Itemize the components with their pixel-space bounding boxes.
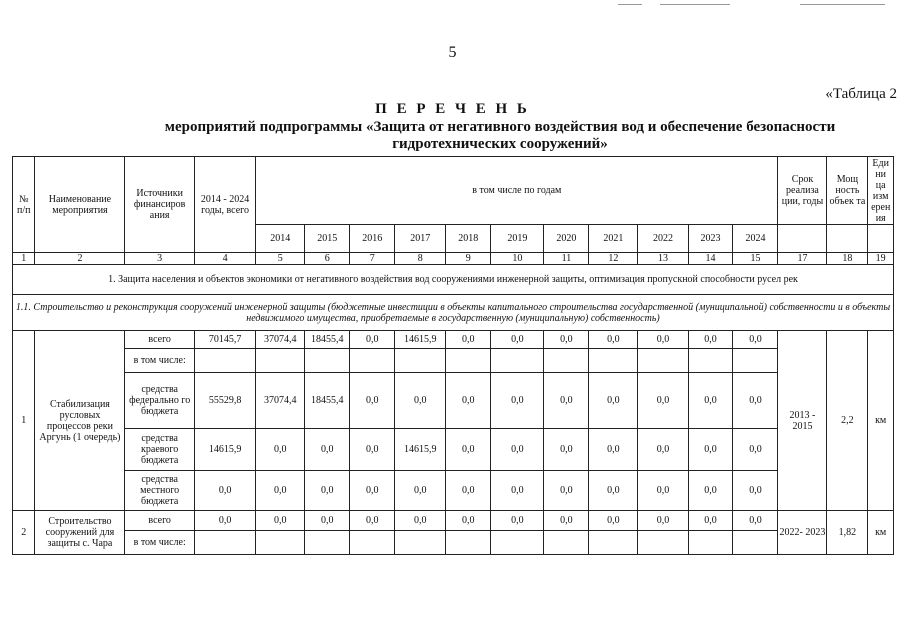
- item-capacity: 2,2: [827, 331, 868, 511]
- header-total: 2014 - 2024 годы, всего: [194, 157, 255, 253]
- value-cell: 0,0: [733, 511, 778, 531]
- value-cell: [350, 531, 395, 555]
- value-cell: [733, 349, 778, 373]
- year-header: 2022: [638, 225, 688, 253]
- value-cell: 37074,4: [256, 331, 305, 349]
- value-cell: 0,0: [446, 471, 491, 511]
- value-cell: 0,0: [589, 331, 638, 349]
- column-number: 7: [350, 253, 395, 265]
- measures-table: [12, 156, 894, 555]
- year-header: 2015: [305, 225, 350, 253]
- value-cell: 0,0: [733, 471, 778, 511]
- value-cell: 0,0: [491, 471, 544, 511]
- section-row: [13, 265, 894, 295]
- value-cell: [638, 531, 688, 555]
- value-cell: 0,0: [491, 429, 544, 471]
- table-row: [13, 349, 894, 373]
- value-cell: [688, 349, 733, 373]
- subsection-heading: 1.1. Строительство и реконструкция сооружений инженерной защиты (бюджетные инвестиции в объекты капитального строительства государственной (муниципальной) собственности и в объекты недвижимого имущества, приобретаемые в государственную (муниципальную) собственность): [13, 295, 894, 331]
- value-cell: 0,0: [350, 511, 395, 531]
- column-number: 1: [13, 253, 35, 265]
- value-cell: [305, 349, 350, 373]
- item-unit: км: [868, 511, 894, 555]
- source-cell: в том числе:: [125, 349, 194, 373]
- scan-edge-line: [660, 4, 730, 5]
- item-unit: км: [868, 331, 894, 511]
- value-cell: [638, 349, 688, 373]
- empty-cell: [778, 225, 827, 253]
- column-number: 18: [827, 253, 868, 265]
- value-cell: 55529,8: [194, 373, 255, 429]
- value-cell: 0,0: [544, 429, 589, 471]
- value-cell: 0,0: [256, 429, 305, 471]
- value-cell: 14615,9: [395, 331, 446, 349]
- value-cell: 0,0: [688, 471, 733, 511]
- column-number: 4: [194, 253, 255, 265]
- value-cell: 0,0: [350, 471, 395, 511]
- value-cell: 0,0: [446, 331, 491, 349]
- value-cell: 0,0: [350, 429, 395, 471]
- value-cell: 70145,7: [194, 331, 255, 349]
- column-number: 2: [35, 253, 125, 265]
- value-cell: 0,0: [589, 511, 638, 531]
- source-cell: средства краевого бюджета: [125, 429, 194, 471]
- value-cell: 0,0: [544, 511, 589, 531]
- value-cell: 0,0: [688, 429, 733, 471]
- value-cell: 0,0: [446, 429, 491, 471]
- source-cell: всего: [125, 511, 194, 531]
- table-row: [13, 373, 894, 429]
- value-cell: [305, 531, 350, 555]
- value-cell: 14615,9: [194, 429, 255, 471]
- value-cell: 0,0: [544, 471, 589, 511]
- value-cell: [194, 531, 255, 555]
- value-cell: [256, 349, 305, 373]
- header-row: [13, 157, 894, 225]
- year-header: 2014: [256, 225, 305, 253]
- document-title: П Е Р Е Ч Е Н Ь: [375, 101, 530, 117]
- header-term: Срок реализа ции, годы: [778, 157, 827, 225]
- value-cell: [350, 349, 395, 373]
- value-cell: 0,0: [305, 511, 350, 531]
- value-cell: 0,0: [688, 373, 733, 429]
- subsection-row: [13, 295, 894, 331]
- value-cell: [589, 349, 638, 373]
- column-number: 15: [733, 253, 778, 265]
- value-cell: [544, 531, 589, 555]
- section-heading: 1. Защита населения и объектов экономики от негативного воздействия вод сооружениями инженерной защиты, оптимизация пропускной способности русел рек: [13, 265, 894, 295]
- table-row: [13, 471, 894, 511]
- item-term: 2022- 2023: [778, 511, 827, 555]
- value-cell: [446, 531, 491, 555]
- value-cell: [544, 349, 589, 373]
- column-number: 5: [256, 253, 305, 265]
- value-cell: 0,0: [194, 511, 255, 531]
- column-number: 13: [638, 253, 688, 265]
- header-by-years: в том числе по годам: [256, 157, 778, 225]
- item-number: 1: [13, 331, 35, 511]
- value-cell: 0,0: [688, 511, 733, 531]
- value-cell: 0,0: [638, 471, 688, 511]
- year-header: 2019: [491, 225, 544, 253]
- table-row: [13, 331, 894, 349]
- year-header: 2020: [544, 225, 589, 253]
- table-row: [13, 429, 894, 471]
- table-row: [13, 531, 894, 555]
- value-cell: [688, 531, 733, 555]
- header-source: Источники финансиров ания: [125, 157, 194, 253]
- year-header: 2021: [589, 225, 638, 253]
- value-cell: 0,0: [350, 373, 395, 429]
- value-cell: 0,0: [544, 373, 589, 429]
- year-header: 2023: [688, 225, 733, 253]
- value-cell: 0,0: [544, 331, 589, 349]
- item-name: Стабилизация русловых процессов реки Аргунь (1 очередь): [35, 331, 125, 511]
- column-number: 6: [305, 253, 350, 265]
- column-number-row: [13, 253, 894, 265]
- table-row: [13, 511, 894, 531]
- header-unit: Еди ни ца изм ерен ия: [868, 157, 894, 225]
- value-cell: 0,0: [638, 429, 688, 471]
- column-number: 10: [491, 253, 544, 265]
- value-cell: [395, 531, 446, 555]
- source-cell: средства федерально го бюджета: [125, 373, 194, 429]
- value-cell: 0,0: [733, 331, 778, 349]
- header-name: Наименование мероприятия: [35, 157, 125, 253]
- item-term: 2013 - 2015: [778, 331, 827, 511]
- value-cell: 0,0: [638, 331, 688, 349]
- value-cell: [256, 531, 305, 555]
- value-cell: 0,0: [589, 373, 638, 429]
- year-header: 2018: [446, 225, 491, 253]
- value-cell: 0,0: [256, 471, 305, 511]
- value-cell: 0,0: [446, 373, 491, 429]
- value-cell: 0,0: [589, 471, 638, 511]
- page-number: 5: [448, 44, 457, 61]
- column-number: 8: [395, 253, 446, 265]
- value-cell: 0,0: [194, 471, 255, 511]
- source-cell: всего: [125, 331, 194, 349]
- value-cell: 37074,4: [256, 373, 305, 429]
- empty-cell: [868, 225, 894, 253]
- value-cell: 0,0: [638, 511, 688, 531]
- column-number: 11: [544, 253, 589, 265]
- column-number: 3: [125, 253, 194, 265]
- value-cell: [491, 531, 544, 555]
- value-cell: 0,0: [638, 373, 688, 429]
- value-cell: [491, 349, 544, 373]
- column-number: 17: [778, 253, 827, 265]
- scan-edge-line: [618, 4, 642, 5]
- document-subtitle: мероприятий подпрограммы «Защита от негативного воздействия вод и обеспечение безопасности гидротехнических сооружений»: [164, 119, 836, 152]
- table-reference: «Таблица 2: [825, 86, 897, 102]
- header-capacity: Мощ ность объек та: [827, 157, 868, 225]
- empty-cell: [827, 225, 868, 253]
- value-cell: [395, 349, 446, 373]
- value-cell: 0,0: [589, 429, 638, 471]
- value-cell: [446, 349, 491, 373]
- value-cell: 0,0: [688, 331, 733, 349]
- value-cell: 0,0: [395, 471, 446, 511]
- value-cell: 0,0: [733, 373, 778, 429]
- value-cell: [194, 349, 255, 373]
- item-name: Строительство сооружений для защиты с. Чара: [35, 511, 125, 555]
- value-cell: 0,0: [491, 373, 544, 429]
- header-no: № п/п: [13, 157, 35, 253]
- year-header: 2016: [350, 225, 395, 253]
- value-cell: 0,0: [395, 373, 446, 429]
- item-capacity: 1,82: [827, 511, 868, 555]
- column-number: 12: [589, 253, 638, 265]
- value-cell: 14615,9: [395, 429, 446, 471]
- source-cell: в том числе:: [125, 531, 194, 555]
- year-header: 2024: [733, 225, 778, 253]
- column-number: 19: [868, 253, 894, 265]
- value-cell: 18455,4: [305, 373, 350, 429]
- value-cell: 0,0: [491, 331, 544, 349]
- value-cell: 0,0: [305, 429, 350, 471]
- column-number: 9: [446, 253, 491, 265]
- value-cell: 0,0: [733, 429, 778, 471]
- value-cell: 0,0: [491, 511, 544, 531]
- value-cell: 0,0: [350, 331, 395, 349]
- value-cell: 0,0: [305, 471, 350, 511]
- year-header: 2017: [395, 225, 446, 253]
- source-cell: средства местного бюджета: [125, 471, 194, 511]
- value-cell: 0,0: [446, 511, 491, 531]
- value-cell: 18455,4: [305, 331, 350, 349]
- scan-edge-line: [800, 4, 885, 5]
- value-cell: [589, 531, 638, 555]
- column-number: 14: [688, 253, 733, 265]
- value-cell: 0,0: [256, 511, 305, 531]
- item-number: 2: [13, 511, 35, 555]
- value-cell: 0,0: [395, 511, 446, 531]
- value-cell: [733, 531, 778, 555]
